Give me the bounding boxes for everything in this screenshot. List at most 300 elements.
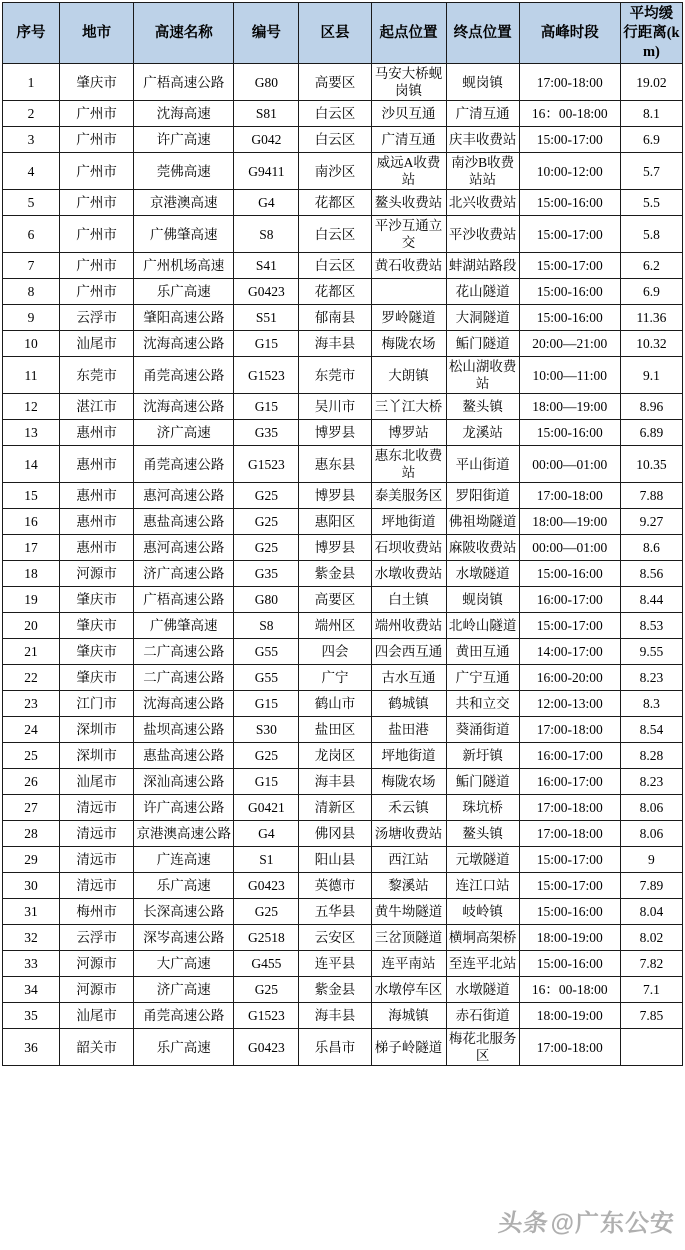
- table-cell: 9.1: [620, 357, 682, 394]
- table-cell: 7: [3, 253, 60, 279]
- table-cell: 17:00-18:00: [519, 1029, 620, 1066]
- column-header: 终点位置: [446, 3, 519, 64]
- table-cell: 8.44: [620, 587, 682, 613]
- table-cell: 麻陂收费站: [446, 535, 519, 561]
- table-cell: 甬莞高速公路: [134, 446, 234, 483]
- table-cell: 河源市: [60, 951, 134, 977]
- toutiao-logo: 头条: [496, 1210, 551, 1237]
- table-cell: 4: [3, 153, 60, 190]
- table-cell: 大广高速: [134, 951, 234, 977]
- table-cell: 坪地街道: [371, 743, 446, 769]
- table-cell: 6.9: [620, 279, 682, 305]
- table-cell: 长深高速公路: [134, 899, 234, 925]
- table-cell: 汕尾市: [60, 331, 134, 357]
- table-cell: 1: [3, 64, 60, 101]
- table-cell: 7.88: [620, 483, 682, 509]
- table-row: [3, 509, 683, 535]
- table-cell: 肇庆市: [60, 613, 134, 639]
- table-row: [3, 639, 683, 665]
- table-cell: G55: [234, 665, 299, 691]
- table-cell: 西江站: [371, 847, 446, 873]
- table-cell: 韶关市: [60, 1029, 134, 1066]
- column-header: 高峰时段: [519, 3, 620, 64]
- table-cell: 蚬岗镇: [446, 587, 519, 613]
- table-cell: 京港澳高速: [134, 190, 234, 216]
- table-cell: 云浮市: [60, 305, 134, 331]
- table-cell: 珠坑桥: [446, 795, 519, 821]
- table-cell: 广佛肇高速: [134, 216, 234, 253]
- table-cell: 18:00—19:00: [519, 394, 620, 420]
- table-cell: G80: [234, 64, 299, 101]
- table-cell: 惠州市: [60, 535, 134, 561]
- table-cell: 惠州市: [60, 509, 134, 535]
- highway-congestion-table: [2, 2, 683, 1066]
- table-cell: 8.3: [620, 691, 682, 717]
- table-cell: 河源市: [60, 977, 134, 1003]
- table-cell: 广清互通: [371, 127, 446, 153]
- table-cell: G4: [234, 190, 299, 216]
- table-cell: 28: [3, 821, 60, 847]
- table-cell: 梅州市: [60, 899, 134, 925]
- table-cell: 广州市: [60, 190, 134, 216]
- table-cell: 9.55: [620, 639, 682, 665]
- table-cell: 沈海高速: [134, 101, 234, 127]
- table-cell: 花山隧道: [446, 279, 519, 305]
- table-cell: 许广高速: [134, 127, 234, 153]
- column-header: 地市: [60, 3, 134, 64]
- table-cell: 共和立交: [446, 691, 519, 717]
- table-cell: 12:00-13:00: [519, 691, 620, 717]
- table-cell: 8.06: [620, 821, 682, 847]
- table-cell: 英德市: [299, 873, 371, 899]
- table-cell: 江门市: [60, 691, 134, 717]
- table-cell: 乐广高速: [134, 1029, 234, 1066]
- table-cell: 高要区: [299, 587, 371, 613]
- table-cell: 博罗县: [299, 535, 371, 561]
- table-cell: 惠州市: [60, 483, 134, 509]
- table-cell: 四会: [299, 639, 371, 665]
- table-cell: 白云区: [299, 253, 371, 279]
- table-cell: 黄牛坳隧道: [371, 899, 446, 925]
- table-cell: 黎溪站: [371, 873, 446, 899]
- table-cell: 横垌高架桥: [446, 925, 519, 951]
- table-cell: 5: [3, 190, 60, 216]
- table-cell: 27: [3, 795, 60, 821]
- table-cell: G0421: [234, 795, 299, 821]
- table-cell: 鳌头镇: [446, 394, 519, 420]
- table-cell: 济广高速: [134, 420, 234, 446]
- table-cell: 乐广高速: [134, 279, 234, 305]
- table-cell: G0423: [234, 1029, 299, 1066]
- table-cell: 济广高速公路: [134, 561, 234, 587]
- table-cell: 8.23: [620, 665, 682, 691]
- table-cell: 沈海高速公路: [134, 331, 234, 357]
- table-cell: 惠盐高速公路: [134, 743, 234, 769]
- table-cell: 端州收费站: [371, 613, 446, 639]
- table-cell: 阳山县: [299, 847, 371, 873]
- column-header: 区县: [299, 3, 371, 64]
- table-cell: 15:00-16:00: [519, 305, 620, 331]
- table-cell: G25: [234, 535, 299, 561]
- table-cell: 白云区: [299, 101, 371, 127]
- table-cell: 云安区: [299, 925, 371, 951]
- table-cell: 鳌头镇: [446, 821, 519, 847]
- table-cell: 葵涌街道: [446, 717, 519, 743]
- table-cell: 肇庆市: [60, 64, 134, 101]
- table-cell: 东莞市: [299, 357, 371, 394]
- table-cell: 湛江市: [60, 394, 134, 420]
- table-row: [3, 847, 683, 873]
- table-cell: 广州市: [60, 101, 134, 127]
- table-cell: G0423: [234, 279, 299, 305]
- table-cell: 沈海高速公路: [134, 394, 234, 420]
- table-cell: 惠东北收费站: [371, 446, 446, 483]
- table-row: [3, 357, 683, 394]
- table-cell: 三岔顶隧道: [371, 925, 446, 951]
- table-row: [3, 769, 683, 795]
- table-cell: 17: [3, 535, 60, 561]
- table-cell: 10.32: [620, 331, 682, 357]
- table-cell: 惠东县: [299, 446, 371, 483]
- table-cell: 海城镇: [371, 1003, 446, 1029]
- table-cell: 岐岭镇: [446, 899, 519, 925]
- table-cell: 广州市: [60, 279, 134, 305]
- table-cell: 鲘门隧道: [446, 769, 519, 795]
- table-cell: 肇阳高速公路: [134, 305, 234, 331]
- table-cell: G80: [234, 587, 299, 613]
- table-cell: 清远市: [60, 847, 134, 873]
- table-cell: 深汕高速公路: [134, 769, 234, 795]
- table-cell: 23: [3, 691, 60, 717]
- table-cell: 8.28: [620, 743, 682, 769]
- table-cell: S8: [234, 216, 299, 253]
- table-cell: 10.35: [620, 446, 682, 483]
- table-cell: 五华县: [299, 899, 371, 925]
- table-cell: 清远市: [60, 795, 134, 821]
- table-cell: G25: [234, 977, 299, 1003]
- table-cell: 海丰县: [299, 769, 371, 795]
- table-cell: 水墩隧道: [446, 561, 519, 587]
- table-cell: 3: [3, 127, 60, 153]
- table-cell: 34: [3, 977, 60, 1003]
- table-cell: 32: [3, 925, 60, 951]
- table-cell: 5.8: [620, 216, 682, 253]
- table-cell: 16:00-17:00: [519, 769, 620, 795]
- table-cell: 8.96: [620, 394, 682, 420]
- table-cell: S30: [234, 717, 299, 743]
- table-cell: 惠河高速公路: [134, 483, 234, 509]
- table-cell: 盐坝高速公路: [134, 717, 234, 743]
- table-cell: 清远市: [60, 821, 134, 847]
- table-row: [3, 101, 683, 127]
- table-cell: G15: [234, 331, 299, 357]
- table-cell: 汕尾市: [60, 1003, 134, 1029]
- table-cell: 19.02: [620, 64, 682, 101]
- table-cell: 罗阳街道: [446, 483, 519, 509]
- table-cell: 乐昌市: [299, 1029, 371, 1066]
- table-cell: 15:00-16:00: [519, 190, 620, 216]
- table-cell: 24: [3, 717, 60, 743]
- table-cell: G1523: [234, 357, 299, 394]
- table-body: [3, 64, 683, 1066]
- table-cell: 威远A收费站: [371, 153, 446, 190]
- table-cell: 16: [3, 509, 60, 535]
- table-cell: 蚬岗镇: [446, 64, 519, 101]
- table-cell: 15:00-16:00: [519, 899, 620, 925]
- table-cell: 沈海高速公路: [134, 691, 234, 717]
- column-header: 平均缓行距离(km): [620, 3, 682, 64]
- table-cell: 广州市: [60, 153, 134, 190]
- table-cell: 罗岭隧道: [371, 305, 446, 331]
- table-cell: 东莞市: [60, 357, 134, 394]
- column-header: 编号: [234, 3, 299, 64]
- table-cell: 10: [3, 331, 60, 357]
- table-cell: 9: [620, 847, 682, 873]
- table-cell: 6.89: [620, 420, 682, 446]
- table-cell: 南沙B收费站站: [446, 153, 519, 190]
- table-cell: 8.53: [620, 613, 682, 639]
- table-cell: S41: [234, 253, 299, 279]
- table-cell: 龙岗区: [299, 743, 371, 769]
- table-cell: 平山街道: [446, 446, 519, 483]
- table-cell: 6: [3, 216, 60, 253]
- table-cell: 肇庆市: [60, 639, 134, 665]
- table-cell: 郁南县: [299, 305, 371, 331]
- table-cell: 5.5: [620, 190, 682, 216]
- table-cell: 南沙区: [299, 153, 371, 190]
- table-row: [3, 153, 683, 190]
- table-cell: G042: [234, 127, 299, 153]
- table-cell: 黄田互通: [446, 639, 519, 665]
- table-cell: 广州市: [60, 127, 134, 153]
- watermark: [496, 1203, 675, 1238]
- table-cell: 端州区: [299, 613, 371, 639]
- table-cell: 30: [3, 873, 60, 899]
- table-cell: 8: [3, 279, 60, 305]
- table-cell: 佛祖坳隧道: [446, 509, 519, 535]
- table-cell: 22: [3, 665, 60, 691]
- table-cell: 京港澳高速公路: [134, 821, 234, 847]
- table-cell: 紫金县: [299, 977, 371, 1003]
- table-cell: 梯子岭隧道: [371, 1029, 446, 1066]
- table-cell: 广宁互通: [446, 665, 519, 691]
- table-cell: 新圩镇: [446, 743, 519, 769]
- table-cell: 8.06: [620, 795, 682, 821]
- table-cell: 18:00-19:00: [519, 1003, 620, 1029]
- table-cell: 16：00-18:00: [519, 101, 620, 127]
- table-cell: 古水互通: [371, 665, 446, 691]
- table-cell: 四会西互通: [371, 639, 446, 665]
- table-cell: 博罗站: [371, 420, 446, 446]
- table-cell: S81: [234, 101, 299, 127]
- table-cell: 广州市: [60, 216, 134, 253]
- table-cell: 水墩停车区: [371, 977, 446, 1003]
- table-row: [3, 925, 683, 951]
- table-row: [3, 420, 683, 446]
- table-cell: S51: [234, 305, 299, 331]
- table-cell: 梅花北服务区: [446, 1029, 519, 1066]
- table-row: [3, 216, 683, 253]
- table-cell: 00:00—01:00: [519, 446, 620, 483]
- table-cell: 15:00-17:00: [519, 127, 620, 153]
- table-cell: 紫金县: [299, 561, 371, 587]
- table-cell: 00:00—01:00: [519, 535, 620, 561]
- table-cell: 海丰县: [299, 1003, 371, 1029]
- column-header: 高速名称: [134, 3, 234, 64]
- table-cell: 25: [3, 743, 60, 769]
- table-cell: G4: [234, 821, 299, 847]
- column-header: 起点位置: [371, 3, 446, 64]
- table-cell: 16:00-17:00: [519, 587, 620, 613]
- table-cell: G25: [234, 509, 299, 535]
- table-cell: 8.1: [620, 101, 682, 127]
- table-cell: [371, 279, 446, 305]
- table-row: [3, 821, 683, 847]
- table-row: [3, 279, 683, 305]
- table-cell: 9: [3, 305, 60, 331]
- table-cell: 鲘门隧道: [446, 331, 519, 357]
- table-cell: 8.54: [620, 717, 682, 743]
- table-cell: 蚌湖站路段: [446, 253, 519, 279]
- table-cell: 11.36: [620, 305, 682, 331]
- table-cell: 20:00—21:00: [519, 331, 620, 357]
- table-cell: 15:00-17:00: [519, 873, 620, 899]
- table-cell: 18:00-19:00: [519, 925, 620, 951]
- table-row: [3, 394, 683, 420]
- table-cell: 8.23: [620, 769, 682, 795]
- table-cell: 10:00-12:00: [519, 153, 620, 190]
- table-cell: 至连平北站: [446, 951, 519, 977]
- table-cell: 花都区: [299, 190, 371, 216]
- table-cell: 19: [3, 587, 60, 613]
- table-cell: 广佛肇高速: [134, 613, 234, 639]
- table-cell: 泰美服务区: [371, 483, 446, 509]
- table-row: [3, 1003, 683, 1029]
- table-row: [3, 587, 683, 613]
- table-cell: 15: [3, 483, 60, 509]
- table-cell: 白云区: [299, 216, 371, 253]
- table-row: [3, 64, 683, 101]
- table-row: [3, 1029, 683, 1066]
- table-cell: 广州机场高速: [134, 253, 234, 279]
- table-cell: 肇庆市: [60, 587, 134, 613]
- table-cell: 18:00—19:00: [519, 509, 620, 535]
- table-cell: 汕尾市: [60, 769, 134, 795]
- table-cell: 深圳市: [60, 717, 134, 743]
- table-cell: 15:00-16:00: [519, 561, 620, 587]
- table-cell: G0423: [234, 873, 299, 899]
- table-cell: 15:00-17:00: [519, 613, 620, 639]
- table-header-row: [3, 3, 683, 64]
- table-cell: 龙溪站: [446, 420, 519, 446]
- table-cell: 12: [3, 394, 60, 420]
- table-cell: G55: [234, 639, 299, 665]
- table-cell: G455: [234, 951, 299, 977]
- table-cell: 8.56: [620, 561, 682, 587]
- table-cell: 肇庆市: [60, 665, 134, 691]
- table-cell: 5.7: [620, 153, 682, 190]
- table-cell: 云浮市: [60, 925, 134, 951]
- table-cell: 17:00-18:00: [519, 821, 620, 847]
- table-cell: 16:00-17:00: [519, 743, 620, 769]
- table-cell: 15:00-17:00: [519, 847, 620, 873]
- table-cell: 15:00-16:00: [519, 420, 620, 446]
- table-cell: 6.2: [620, 253, 682, 279]
- table-cell: 广清互通: [446, 101, 519, 127]
- table-cell: 博罗县: [299, 483, 371, 509]
- table-cell: 乐广高速: [134, 873, 234, 899]
- table-cell: 许广高速公路: [134, 795, 234, 821]
- table-cell: 白云区: [299, 127, 371, 153]
- table-cell: 15:00-16:00: [519, 951, 620, 977]
- table-cell: S1: [234, 847, 299, 873]
- table-cell: G25: [234, 899, 299, 925]
- table-cell: 北岭山隧道: [446, 613, 519, 639]
- table-row: [3, 535, 683, 561]
- table-row: [3, 743, 683, 769]
- table-cell: 16:00-20:00: [519, 665, 620, 691]
- table-cell: G35: [234, 561, 299, 587]
- table-cell: 盐田港: [371, 717, 446, 743]
- table-cell: 广州市: [60, 253, 134, 279]
- table-cell: 河源市: [60, 561, 134, 587]
- table-cell: 莞佛高速: [134, 153, 234, 190]
- table-cell: 15:00-17:00: [519, 253, 620, 279]
- table-cell: 14:00-17:00: [519, 639, 620, 665]
- table-row: [3, 717, 683, 743]
- table-cell: 36: [3, 1029, 60, 1066]
- table-cell: 济广高速: [134, 977, 234, 1003]
- table-cell: G15: [234, 769, 299, 795]
- table-cell: 15:00-16:00: [519, 279, 620, 305]
- table-cell: 26: [3, 769, 60, 795]
- table-cell: 惠州市: [60, 420, 134, 446]
- table-cell: 连平县: [299, 951, 371, 977]
- table-cell: S8: [234, 613, 299, 639]
- table-cell: 广宁: [299, 665, 371, 691]
- table-row: [3, 899, 683, 925]
- table-cell: 惠盐高速公路: [134, 509, 234, 535]
- table-cell: 平沙收费站: [446, 216, 519, 253]
- table-cell: 深岑高速公路: [134, 925, 234, 951]
- table-cell: 北兴收费站: [446, 190, 519, 216]
- table-cell: 惠阳区: [299, 509, 371, 535]
- table-cell: 7.82: [620, 951, 682, 977]
- table-row: [3, 665, 683, 691]
- table-cell: 10:00—11:00: [519, 357, 620, 394]
- table-cell: 29: [3, 847, 60, 873]
- table-cell: 8.04: [620, 899, 682, 925]
- table-cell: 连平南站: [371, 951, 446, 977]
- table-cell: 33: [3, 951, 60, 977]
- table-cell: 7.89: [620, 873, 682, 899]
- table-row: [3, 483, 683, 509]
- table-cell: 大洞隧道: [446, 305, 519, 331]
- table-cell: 高要区: [299, 64, 371, 101]
- table-cell: 35: [3, 1003, 60, 1029]
- table-row: [3, 190, 683, 216]
- table-cell: G1523: [234, 446, 299, 483]
- table-cell: 黄石收费站: [371, 253, 446, 279]
- table-cell: 三丫江大桥: [371, 394, 446, 420]
- table-cell: 元墩隧道: [446, 847, 519, 873]
- table-row: [3, 127, 683, 153]
- table-cell: 二广高速公路: [134, 665, 234, 691]
- table-cell: G35: [234, 420, 299, 446]
- table-cell: G25: [234, 743, 299, 769]
- table-cell: 8.6: [620, 535, 682, 561]
- table-cell: 佛冈县: [299, 821, 371, 847]
